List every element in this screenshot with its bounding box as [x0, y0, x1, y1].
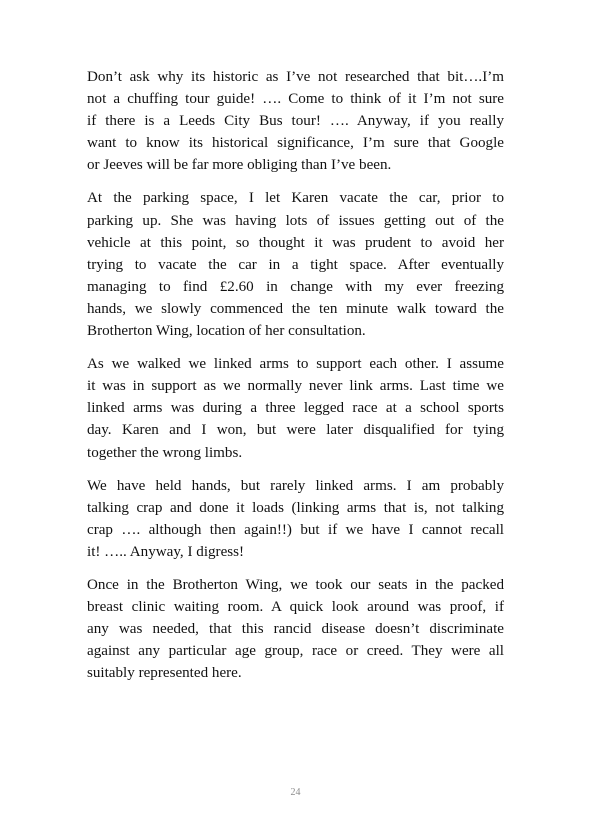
text-line: linked arms was during a three legged race at a school sports — [87, 400, 504, 417]
text-line: vehicle at this point, so thought it was prudent to avoid her — [87, 234, 504, 251]
text-line: managing to find £2.60 in change with my ever freezing — [87, 278, 504, 295]
text-line: if there is a Leeds City Bus tour! …. Anyway, if you really — [87, 113, 504, 130]
text-line: We have held hands, but rarely linked arms. I am probably — [87, 477, 504, 494]
paragraph-2 — [87, 187, 504, 342]
text-line: parking up. She was having lots of issues getting out of the — [87, 212, 504, 229]
text-line: Don’t ask why its historic as I’ve not researched that bit….I’m — [87, 69, 504, 85]
text-line: together the wrong limbs. — [87, 444, 243, 461]
text-line: Once in the Brotherton Wing, we took our seats in the packed — [87, 576, 504, 593]
text-line: not a chuffing tour guide! …. Come to think of it I’m not sure — [87, 91, 504, 108]
paragraph-4 — [87, 475, 504, 563]
text-line: talking crap and done it loads (linking arms that is, not talking — [87, 499, 504, 516]
text-line: or Jeeves will be far more obliging than I’ve been. — [87, 157, 392, 174]
text-line: crap …. although then again!!) but if we have I cannot recall — [87, 521, 504, 538]
text-line: it was in support as we normally never link arms. Last time we — [87, 378, 504, 395]
paragraph-5 — [87, 574, 504, 684]
text-line: suitably represented here. — [87, 665, 242, 682]
page-number: 24 — [290, 787, 301, 798]
text-line: Brotherton Wing, location of her consultation. — [87, 323, 366, 340]
text-line: At the parking space, I let Karen vacate the car, prior to — [87, 190, 504, 207]
text-line: hands, we slowly commenced the ten minute walk toward the — [87, 300, 504, 317]
text-line: trying to vacate the car in a tight space. After eventually — [87, 256, 504, 273]
body-text — [87, 66, 504, 695]
text-line: it! ….. Anyway, I digress! — [87, 543, 245, 560]
paragraph-1 — [87, 66, 504, 176]
text-line: breast clinic waiting room. A quick look around was proof, if — [87, 599, 504, 616]
text-line: want to know its historical significance, I’m sure that Google — [87, 135, 504, 152]
text-line: As we walked we linked arms to support each other. I assume — [87, 356, 504, 373]
paragraph-3 — [87, 353, 504, 463]
text-line: any was needed, that this rancid disease doesn’t discriminate — [87, 621, 504, 638]
text-line: against any particular age group, race or creed. They were all — [87, 643, 504, 660]
text-line: day. Karen and I won, but were later disqualified for tying — [87, 422, 504, 439]
